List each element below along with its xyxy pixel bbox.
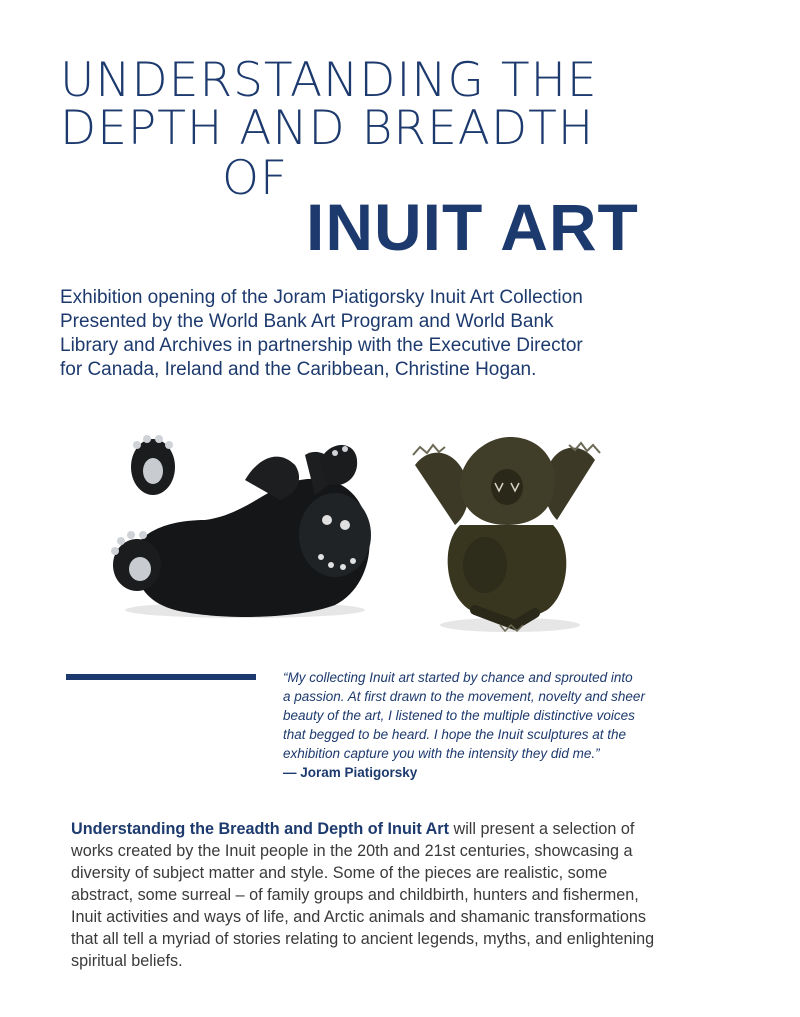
- body-paragraph: [71, 818, 751, 972]
- intro-line: Presented by the World Bank Art Program and World Bank: [60, 311, 554, 332]
- section-divider: [66, 674, 256, 680]
- intro-paragraph: [60, 286, 760, 382]
- quote-line: a passion. At first drawn to the movement, novelty and sheer: [283, 689, 645, 704]
- quote-line: exhibition capture you with the intensity they did me.”: [283, 746, 600, 761]
- quote-author: — Joram Piatigorsky: [283, 765, 418, 780]
- title-main: INUIT ART: [306, 190, 639, 264]
- dancing-bear-sculpture: [413, 437, 600, 632]
- intro-line: Exhibition opening of the Joram Piatigorsky Inuit Art Collection: [60, 287, 583, 308]
- body-line: Inuit activities and ways of life, and Arctic animals and shamanic transformations: [71, 908, 646, 926]
- body-line: that all tell a myriad of stories relating to ancient legends, myths, and enlightening: [71, 930, 655, 948]
- black-bear-sculpture: [111, 435, 371, 618]
- body-line: diversity of subject matter and style. Some of the pieces are realistic, some: [71, 864, 608, 882]
- quote-block: [283, 668, 753, 782]
- quote-line: beauty of the art, I listened to the multiple distinctive voices: [283, 708, 635, 723]
- body-lead: Understanding the Breadth and Depth of Inuit Art: [71, 820, 449, 838]
- body-line: spiritual beliefs.: [71, 952, 183, 970]
- quote-line: that begged to be heard. I hope the Inuit sculptures at the: [283, 727, 626, 742]
- intro-line: for Canada, Ireland and the Caribbean, Christine Hogan.: [60, 359, 537, 380]
- body-line: abstract, some surreal – of family groups and childbirth, hunters and fishermen,: [71, 886, 639, 904]
- body-first-line-rest: will present a selection of: [449, 820, 635, 838]
- title-line-2: DEPTH AND BREADTH: [60, 101, 595, 156]
- sculptures-image: [95, 425, 635, 635]
- intro-line: Library and Archives in partnership with the Executive Director: [60, 335, 583, 356]
- title-line-3: OF: [222, 151, 289, 206]
- quote-line: “My collecting Inuit art started by chance and sprouted into: [283, 670, 633, 685]
- body-line: [71, 818, 751, 840]
- title-line-1: UNDERSTANDING THE: [60, 53, 598, 108]
- body-line: works created by the Inuit people in the 20th and 21st centuries, showcasing a: [71, 842, 633, 860]
